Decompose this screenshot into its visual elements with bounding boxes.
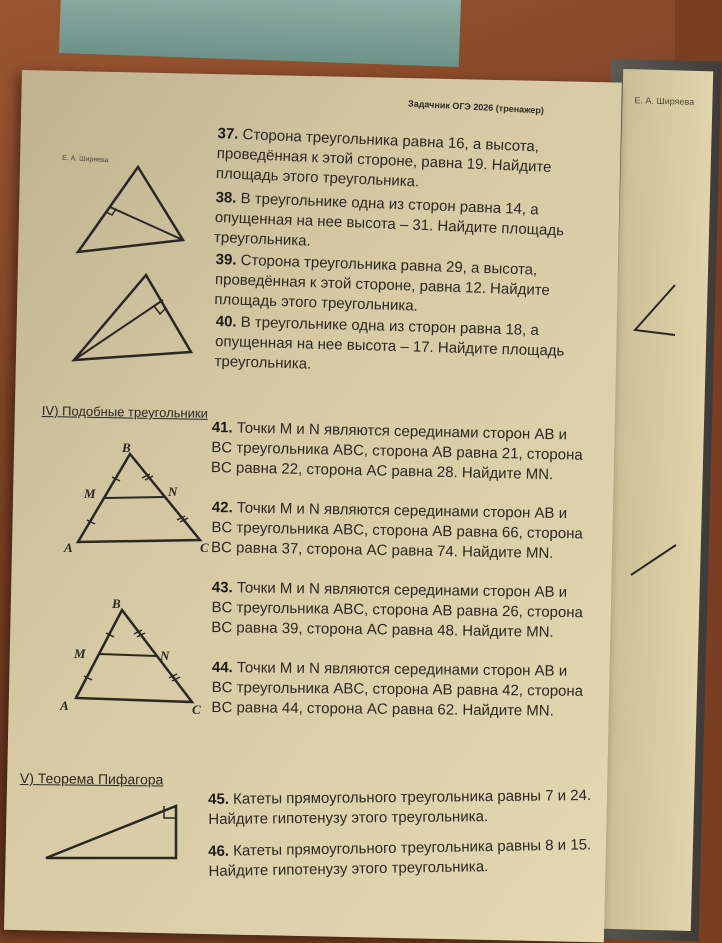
problem-text: Точки M и N являются серединами сторон AB и BC треугольника ABC, сторона AB равна 42, сторона BC равна 44, сторона AC равна 62. Найдите MN. — [211, 659, 584, 720]
point-label-n: N — [168, 484, 178, 499]
vertex-label-a: A — [60, 698, 69, 713]
problem-number: 40. — [215, 312, 237, 331]
problem-text: Сторона треугольника равна 16, а высота, проведённая к этой стороне, равна 19. Найдите площадь этого треугольника. — [215, 126, 552, 191]
point-label-n: N — [160, 648, 170, 663]
problem-number: 39. — [215, 250, 237, 269]
problem-46 — [208, 835, 599, 882]
vertex-label-a: A — [64, 540, 73, 555]
section-heading: V) Теорема Пифагора — [19, 770, 164, 788]
vertex-label-c: C — [200, 540, 209, 555]
problem-44 — [211, 658, 584, 722]
textbook-page — [4, 70, 622, 942]
author-header: Е. А. Ширяева — [61, 154, 109, 165]
problem-text: В треугольнике одна из сторон равна 14, а опущенная на нее высота – 31. Найдите площадь треугольника. — [213, 189, 565, 250]
problem-45 — [208, 786, 598, 830]
problem-text: В треугольнике одна из сторон равна 18, а опущенная на нее высота – 17. Найдите площадь треугольника. — [214, 313, 565, 373]
problem-number: 41. — [211, 418, 233, 437]
problem-number: 42. — [211, 498, 233, 517]
problem-text: Точки M и N являются серединами сторон AB и BC треугольника ABC, сторона AB равна 26, сторона BC равна 39, сторона AC равна 48. Найдите MN. — [211, 579, 584, 641]
next-page-triangle-figure — [630, 280, 675, 340]
triangle-height-figure-2 — [66, 270, 196, 370]
vertex-label-c: C — [191, 702, 201, 717]
problem-40 — [214, 312, 572, 382]
next-page-triangle-figure-2 — [626, 540, 676, 580]
point-label-m: M — [74, 646, 86, 661]
problem-text: Точки M и N являются серединами сторон AB и BC треугольника ABC, сторона AB равна 21, сторона BC равна 22, сторона AC равна 28. Найдите MN. — [210, 419, 583, 484]
section-heading: IV) Подобные треугольники — [41, 403, 209, 421]
problem-41 — [211, 418, 584, 486]
problem-42 — [211, 498, 584, 564]
point-label-m: M — [84, 486, 96, 501]
problem-number: 44. — [211, 658, 233, 677]
problem-number: 45. — [208, 790, 230, 808]
problem-number: 37. — [217, 124, 239, 143]
problem-text: Катеты прямоугольного треугольника равны 8 и 15. Найдите гипотенузу этого треугольника. — [208, 836, 592, 880]
right-triangle-figure — [36, 800, 186, 870]
problem-text: Катеты прямоугольного треугольника равны 7 и 24. Найдите гипотенузу этого треугольника. — [208, 786, 592, 828]
problem-text: Сторона треугольника равна 29, а высота, проведённая к этой стороне, равна 12. Найдите площадь этого треугольника. — [214, 251, 551, 315]
midline-triangle-figure-1 — [50, 442, 210, 562]
problem-number: 46. — [208, 842, 230, 860]
problem-39 — [214, 250, 572, 322]
problem-number: 38. — [215, 188, 237, 207]
vertex-label-b: B — [112, 596, 121, 611]
problem-38 — [214, 188, 572, 262]
problem-37 — [215, 124, 573, 199]
midline-triangle-figure-2 — [42, 598, 212, 718]
vertex-label-b: B — [122, 440, 131, 455]
next-page-header: Е. А. Ширяева — [634, 95, 695, 107]
page-header: Задачник ОГЭ 2026 (тренажер) — [407, 98, 545, 116]
problem-text: Точки M и N являются серединами сторон AB и BC треугольника ABC, сторона AB равна 66, сторона BC равна 37, сторона AC равна 74. Найдите MN. — [210, 499, 583, 562]
problem-43 — [211, 578, 584, 643]
problem-number: 43. — [211, 578, 233, 597]
triangle-height-figure-1 — [68, 162, 188, 262]
